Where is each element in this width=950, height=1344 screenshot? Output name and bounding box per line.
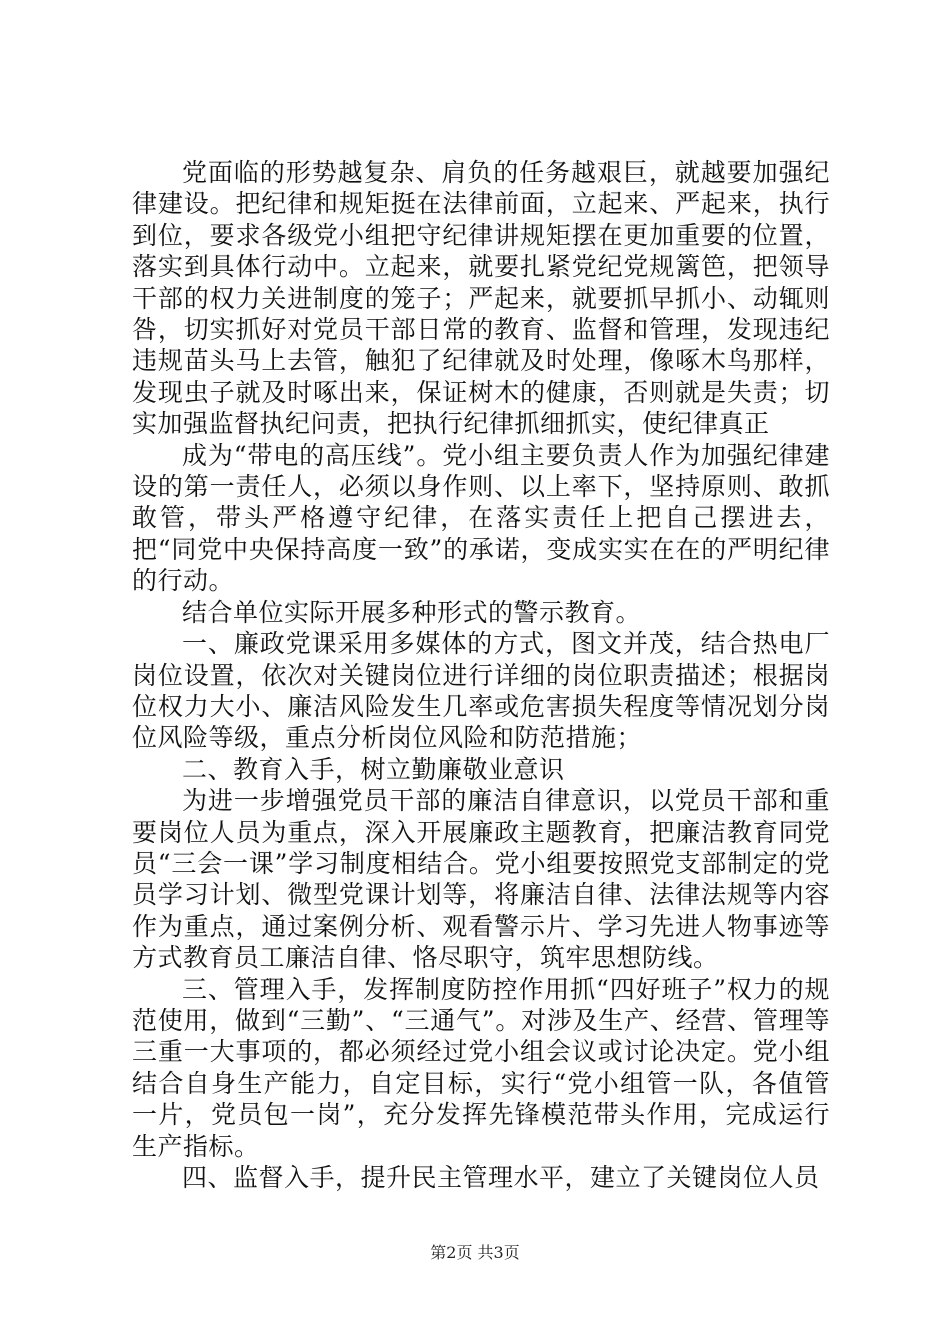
paragraph-item-two-heading: 二、教育入手，树立勤廉敬业意识 <box>182 754 565 784</box>
page-footer <box>0 1243 950 1263</box>
paragraph-warning-education: 结合单位实际开展多种形式的警示教育。 <box>182 597 642 627</box>
paragraph-discipline-construction: 党面临的形势越复杂、肩负的任务越艰巨，就越要加强纪律建设。把纪律和规矩挺在法律前面，立起来、严起来，执行到位，要求各级党小组把守纪律讲规矩摆在更加重要的位置，落实到具体行动中。立起来，就要扎紧党纪党规篱笆，把领导干部的权力关进制度的笼子；严起来，就要抓早抓小、动辄则咎，切实抓好对党员干部日常的教育、监督和管理，发现违纪违规苗头马上去管，触犯了纪律就及时处理，像啄木鸟那样，发现虫子就及时啄出来，保证树木的健康，否则就是失责；切实加强监督执纪问责，把执行纪律抓细抓实，使纪律真正 <box>132 158 830 439</box>
paragraph-item-one: 一、廉政党课采用多媒体的方式，图文并茂，结合热电厂岗位设置，依次对关键岗位进行详细的岗位职责描述；根据岗位权力大小、廉洁风险发生几率或危害损失程度等情况划分岗位风险等级，重点分析岗位风险和防范措施； <box>132 629 830 753</box>
paragraph-item-three: 三、管理入手，发挥制度防控作用抓“四好班子”权力的规范使用，做到“三勤”、“三通气”。对涉及生产、经营、管理等三重一大事项的，都必须经过党小组会议或讨论决定。党小组结合自身生产能力，自定目标，实行“党小组管一队，各值管一片，党员包一岗”，充分发挥先锋模范带头作用，完成运行生产指标。 <box>132 974 830 1161</box>
paragraph-item-four: 四、监督入手，提升民主管理水平，建立了关键岗位人员 <box>182 1163 820 1192</box>
paragraph-integrity-education: 为进一步增强党员干部的廉洁自律意识，以党员干部和重要岗位人员为重点，深入开展廉政主题教育，把廉洁教育同党员“三会一课”学习制度相结合。党小组要按照党支部制定的党员学习计划、微型党课计划等，将廉洁自律、法律法规等内容作为重点，通过案例分析、观看警示片、学习先进人物事迹等方式教育员工廉洁自律、恪尽职守，筑牢思想防线。 <box>132 786 830 973</box>
page-indicator: 第2页 共3页 <box>430 1243 520 1262</box>
document-body <box>132 157 830 1193</box>
paragraph-high-voltage-line: 成为“带电的高压线”。党小组主要负责人作为加强纪律建设的第一责任人，必须以身作则、以上率下，坚持原则、敢抓敢管，带头严格遵守纪律，在落实责任上把自己摆进去，把“同党中央保持高度一致”的承诺，变成实实在在的严明纪律的行动。 <box>132 440 830 596</box>
